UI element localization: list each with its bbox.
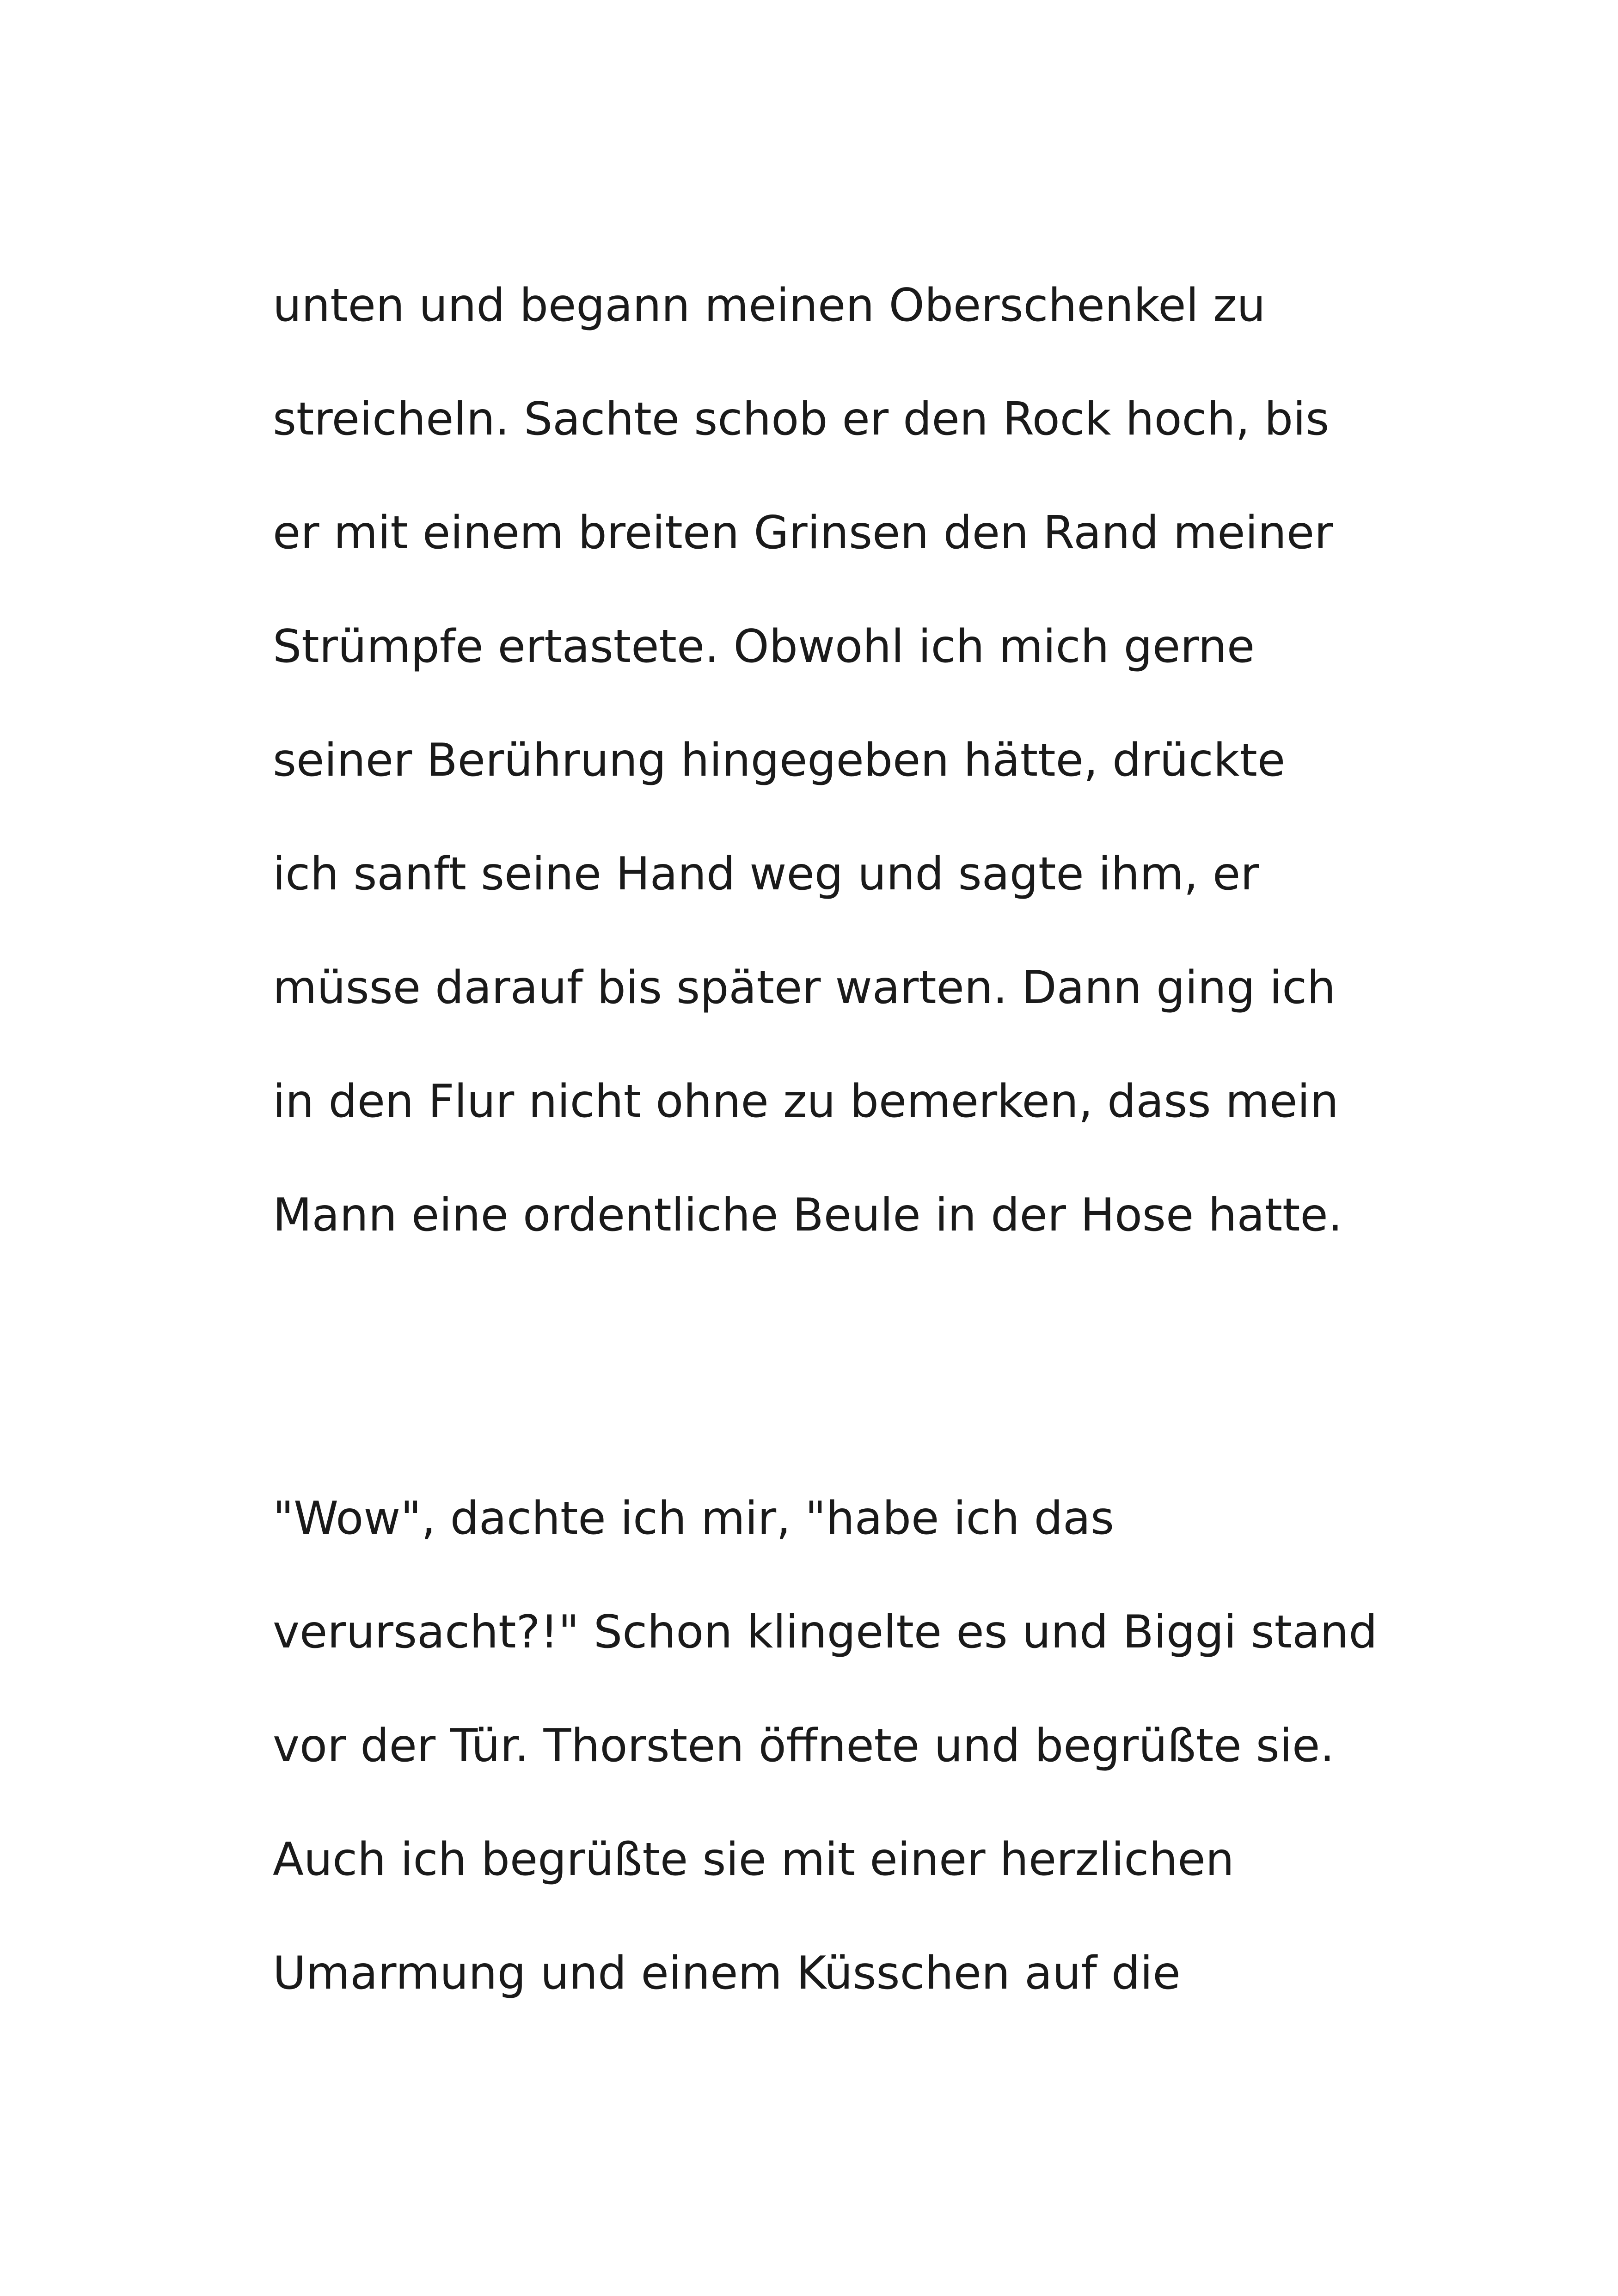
text-line: streicheln. Sachte schob er den Rock hoch, bis <box>273 393 1330 446</box>
text-line: "Wow", dachte ich mir, "habe ich das <box>273 1492 1115 1545</box>
text-line: Auch ich begrüßte sie mit einer herzlichen <box>273 1833 1234 1886</box>
text-line: in den Flur nicht ohne zu bemerken, dass mein <box>273 1075 1339 1128</box>
text-line: er mit einem breiten Grinsen den Rand meiner <box>273 507 1333 559</box>
text-line: verursacht?!" Schon klingelte es und Biggi stand <box>273 1606 1378 1659</box>
text-line: Umarmung und einem Küsschen auf die <box>273 1947 1181 2000</box>
text-line: unten und begann meinen Oberschenkel zu <box>273 279 1266 332</box>
text-line: vor der Tür. Thorsten öffnete und begrüßte sie. <box>273 1720 1335 1772</box>
text-line: Mann eine ordentliche Beule in der Hose hatte. <box>273 1189 1342 1242</box>
text-line: ich sanft seine Hand weg und sagte ihm, er <box>273 848 1259 900</box>
text-line: seiner Berührung hingegeben hätte, drückte <box>273 734 1286 787</box>
text-line: Strümpfe ertastete. Obwohl ich mich gerne <box>273 620 1255 673</box>
text-line: müsse darauf bis später warten. Dann ging ich <box>273 961 1336 1014</box>
